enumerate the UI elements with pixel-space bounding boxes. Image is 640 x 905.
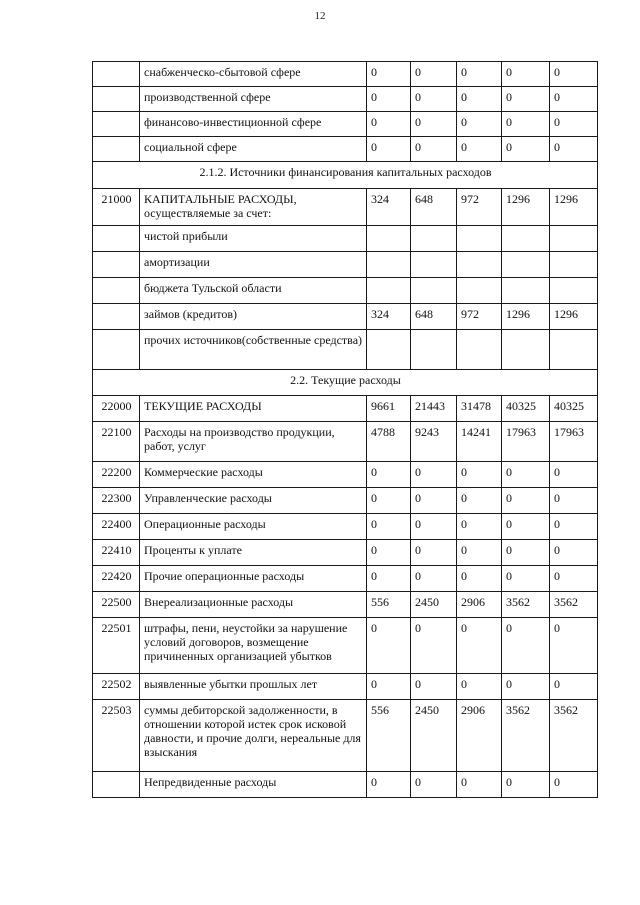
- section-title: 2.1.2. Источники финансирования капитальных расходов: [93, 162, 598, 189]
- value-cell: 0: [550, 137, 598, 162]
- table-row: [93, 674, 598, 700]
- page-number: 12: [314, 10, 326, 22]
- row-code: [93, 304, 140, 330]
- row-code: 22200: [93, 462, 140, 488]
- value-cell: [502, 226, 550, 252]
- value-cell: 40325: [502, 396, 550, 422]
- row-code: 22500: [93, 592, 140, 618]
- value-cell: 0: [550, 62, 598, 87]
- value-cell: 0: [502, 772, 550, 798]
- value-cell: 2906: [457, 592, 502, 618]
- value-cell: 0: [457, 112, 502, 137]
- value-cell: 0: [502, 87, 550, 112]
- value-cell: 0: [457, 540, 502, 566]
- table-row: [93, 87, 598, 112]
- table-row: [93, 226, 598, 252]
- row-code: [93, 112, 140, 137]
- row-name: Непредвиденные расходы: [140, 772, 367, 798]
- row-code: 22502: [93, 674, 140, 700]
- value-cell: [457, 252, 502, 278]
- value-cell: 0: [457, 62, 502, 87]
- value-cell: 324: [367, 189, 411, 226]
- value-cell: [411, 226, 457, 252]
- value-cell: [550, 278, 598, 304]
- value-cell: 556: [367, 700, 411, 772]
- row-code: [93, 278, 140, 304]
- value-cell: 4788: [367, 422, 411, 462]
- value-cell: 1296: [502, 189, 550, 226]
- value-cell: 0: [411, 112, 457, 137]
- value-cell: [367, 330, 411, 370]
- value-cell: 1296: [550, 304, 598, 330]
- value-cell: [457, 278, 502, 304]
- table-row: [93, 566, 598, 592]
- value-cell: [367, 278, 411, 304]
- value-cell: [502, 278, 550, 304]
- row-code: 22400: [93, 514, 140, 540]
- value-cell: 0: [367, 488, 411, 514]
- row-code: 22100: [93, 422, 140, 462]
- value-cell: 0: [367, 674, 411, 700]
- row-name: социальной сфере: [140, 137, 367, 162]
- value-cell: 0: [411, 540, 457, 566]
- value-cell: 972: [457, 189, 502, 226]
- row-name: финансово-инвестиционной сфере: [140, 112, 367, 137]
- row-code: [93, 772, 140, 798]
- value-cell: 0: [411, 674, 457, 700]
- value-cell: 0: [550, 87, 598, 112]
- value-cell: 0: [457, 488, 502, 514]
- row-name: Прочие операционные расходы: [140, 566, 367, 592]
- value-cell: 0: [457, 566, 502, 592]
- table-row: [93, 189, 598, 226]
- value-cell: 0: [502, 540, 550, 566]
- value-cell: 0: [550, 514, 598, 540]
- row-code: [93, 137, 140, 162]
- value-cell: 0: [457, 462, 502, 488]
- value-cell: 0: [367, 772, 411, 798]
- value-cell: 17963: [550, 422, 598, 462]
- value-cell: 0: [411, 462, 457, 488]
- value-cell: 0: [457, 618, 502, 674]
- value-cell: 9243: [411, 422, 457, 462]
- table-row: [93, 62, 598, 87]
- value-cell: 21443: [411, 396, 457, 422]
- row-name: прочих источников(собственные средства): [140, 330, 367, 370]
- value-cell: 556: [367, 592, 411, 618]
- value-cell: 2450: [411, 700, 457, 772]
- value-cell: 0: [457, 87, 502, 112]
- row-code: 21000: [93, 189, 140, 226]
- value-cell: 0: [367, 618, 411, 674]
- value-cell: 0: [411, 772, 457, 798]
- row-name: суммы дебиторской задолженности, в отношении которой истек срок исковой давности, и прочие долги, нереальные для взыскания: [140, 700, 367, 772]
- value-cell: 0: [502, 618, 550, 674]
- value-cell: 648: [411, 304, 457, 330]
- table-row: [93, 618, 598, 674]
- row-name: ТЕКУЩИЕ РАСХОДЫ: [140, 396, 367, 422]
- value-cell: 0: [411, 137, 457, 162]
- table-row: [93, 592, 598, 618]
- value-cell: 0: [550, 618, 598, 674]
- row-name: амортизации: [140, 252, 367, 278]
- value-cell: 0: [411, 488, 457, 514]
- row-name: КАПИТАЛЬНЫЕ РАСХОДЫ, осуществляемые за счет:: [140, 189, 367, 226]
- row-code: [93, 330, 140, 370]
- row-name: выявленные убытки прошлых лет: [140, 674, 367, 700]
- value-cell: 31478: [457, 396, 502, 422]
- section-header-row: [93, 370, 598, 396]
- value-cell: 0: [502, 137, 550, 162]
- table-row: [93, 330, 598, 370]
- value-cell: 0: [367, 566, 411, 592]
- value-cell: 0: [411, 87, 457, 112]
- value-cell: 0: [502, 62, 550, 87]
- value-cell: [502, 330, 550, 370]
- value-cell: [411, 330, 457, 370]
- row-name: штрафы, пени, неустойки за нарушение условий договоров, возмещение причиненных организацией убытков: [140, 618, 367, 674]
- value-cell: [457, 330, 502, 370]
- value-cell: 0: [550, 566, 598, 592]
- table-row: [93, 396, 598, 422]
- row-code: 22501: [93, 618, 140, 674]
- value-cell: [411, 278, 457, 304]
- value-cell: 0: [411, 618, 457, 674]
- row-name: займов (кредитов): [140, 304, 367, 330]
- row-name: Управленческие расходы: [140, 488, 367, 514]
- value-cell: 0: [457, 137, 502, 162]
- value-cell: 0: [502, 514, 550, 540]
- value-cell: 2906: [457, 700, 502, 772]
- value-cell: [457, 226, 502, 252]
- value-cell: 0: [502, 566, 550, 592]
- table-row: [93, 278, 598, 304]
- row-code: 22000: [93, 396, 140, 422]
- value-cell: 2450: [411, 592, 457, 618]
- value-cell: 0: [367, 514, 411, 540]
- value-cell: 0: [411, 514, 457, 540]
- value-cell: 0: [367, 62, 411, 87]
- row-code: [93, 62, 140, 87]
- value-cell: 0: [457, 514, 502, 540]
- row-code: [93, 87, 140, 112]
- row-code: 22410: [93, 540, 140, 566]
- row-name: Внереализационные расходы: [140, 592, 367, 618]
- table-row: [93, 772, 598, 798]
- value-cell: 0: [502, 674, 550, 700]
- row-name: Операционные расходы: [140, 514, 367, 540]
- value-cell: 9661: [367, 396, 411, 422]
- value-cell: 972: [457, 304, 502, 330]
- table-row: [93, 112, 598, 137]
- value-cell: 1296: [550, 189, 598, 226]
- table-row: [93, 514, 598, 540]
- value-cell: 0: [502, 462, 550, 488]
- table-row: [93, 252, 598, 278]
- table-row: [93, 304, 598, 330]
- table-row: [93, 540, 598, 566]
- value-cell: 0: [550, 772, 598, 798]
- value-cell: 0: [411, 566, 457, 592]
- value-cell: [411, 252, 457, 278]
- table-row: [93, 137, 598, 162]
- row-name: снабженческо-сбытовой сфере: [140, 62, 367, 87]
- value-cell: [367, 226, 411, 252]
- row-code: [93, 226, 140, 252]
- table-row: [93, 700, 598, 772]
- value-cell: 3562: [502, 700, 550, 772]
- value-cell: 0: [457, 772, 502, 798]
- value-cell: 0: [367, 462, 411, 488]
- value-cell: 0: [411, 62, 457, 87]
- financial-table: [92, 61, 598, 798]
- row-name: Коммерческие расходы: [140, 462, 367, 488]
- row-code: 22420: [93, 566, 140, 592]
- row-name: чистой прибыли: [140, 226, 367, 252]
- row-code: [93, 252, 140, 278]
- row-code: 22503: [93, 700, 140, 772]
- value-cell: 0: [550, 488, 598, 514]
- value-cell: 0: [550, 674, 598, 700]
- value-cell: [550, 226, 598, 252]
- table-row: [93, 462, 598, 488]
- section-title: 2.2. Текущие расходы: [93, 370, 598, 396]
- value-cell: 3562: [550, 700, 598, 772]
- row-name: Проценты к уплате: [140, 540, 367, 566]
- value-cell: [550, 252, 598, 278]
- value-cell: [502, 252, 550, 278]
- table-row: [93, 422, 598, 462]
- value-cell: 17963: [502, 422, 550, 462]
- value-cell: 0: [457, 674, 502, 700]
- value-cell: 324: [367, 304, 411, 330]
- value-cell: 3562: [502, 592, 550, 618]
- value-cell: 0: [367, 540, 411, 566]
- row-name: Расходы на производство продукции, работ, услуг: [140, 422, 367, 462]
- value-cell: 14241: [457, 422, 502, 462]
- value-cell: 0: [550, 462, 598, 488]
- value-cell: 0: [550, 112, 598, 137]
- value-cell: 0: [502, 488, 550, 514]
- value-cell: 0: [367, 87, 411, 112]
- value-cell: 40325: [550, 396, 598, 422]
- value-cell: 0: [367, 112, 411, 137]
- row-name: бюджета Тульской области: [140, 278, 367, 304]
- row-name: производственной сфере: [140, 87, 367, 112]
- value-cell: 1296: [502, 304, 550, 330]
- value-cell: [550, 330, 598, 370]
- value-cell: [367, 252, 411, 278]
- value-cell: 648: [411, 189, 457, 226]
- table-row: [93, 488, 598, 514]
- value-cell: 0: [550, 540, 598, 566]
- value-cell: 3562: [550, 592, 598, 618]
- section-header-row: [93, 162, 598, 189]
- value-cell: 0: [367, 137, 411, 162]
- row-code: 22300: [93, 488, 140, 514]
- value-cell: 0: [502, 112, 550, 137]
